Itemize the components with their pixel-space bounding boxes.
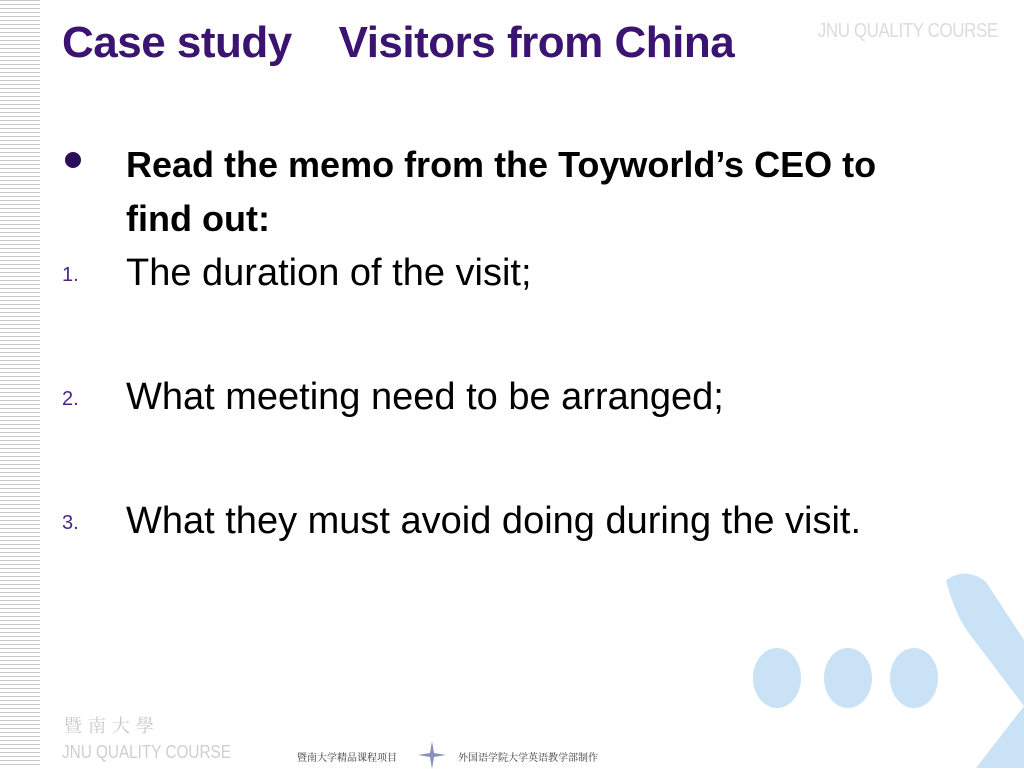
slide-title: Case study Visitors from China — [62, 18, 735, 67]
watermark-top: JNU QUALITY COURSE — [817, 20, 998, 42]
item-text: What they must avoid doing during the visit. — [126, 500, 862, 542]
striped-margin — [0, 0, 40, 768]
university-logo-text: 暨南大學 — [64, 716, 160, 737]
decorative-dots-arrow — [724, 568, 1024, 768]
list-item-3 — [62, 498, 962, 548]
list-item-1 — [62, 250, 962, 300]
decor-chevron — [946, 573, 1024, 768]
item-number: 2. — [62, 388, 79, 410]
footer-left-text: 暨南大学精品课程项目 — [297, 753, 397, 764]
decor-dot-1 — [753, 648, 801, 708]
star-icon — [418, 741, 446, 769]
footer-right-text: 外国语学院大学英语教学部制作 — [458, 753, 598, 764]
item-number: 1. — [62, 264, 79, 286]
list-item-2 — [62, 374, 962, 424]
decor-dot-3 — [890, 648, 938, 708]
item-text: What meeting need to be arranged; — [126, 376, 724, 418]
decor-dot-2 — [824, 648, 872, 708]
bullet-text: Read the memo from the Toyworld’s CEO to find out: — [126, 144, 877, 239]
item-text: The duration of the visit; — [126, 252, 532, 294]
bullet-dot-icon — [65, 152, 81, 168]
item-number: 3. — [62, 512, 79, 534]
footer-course-label: JNU QUALITY COURSE — [62, 742, 231, 762]
